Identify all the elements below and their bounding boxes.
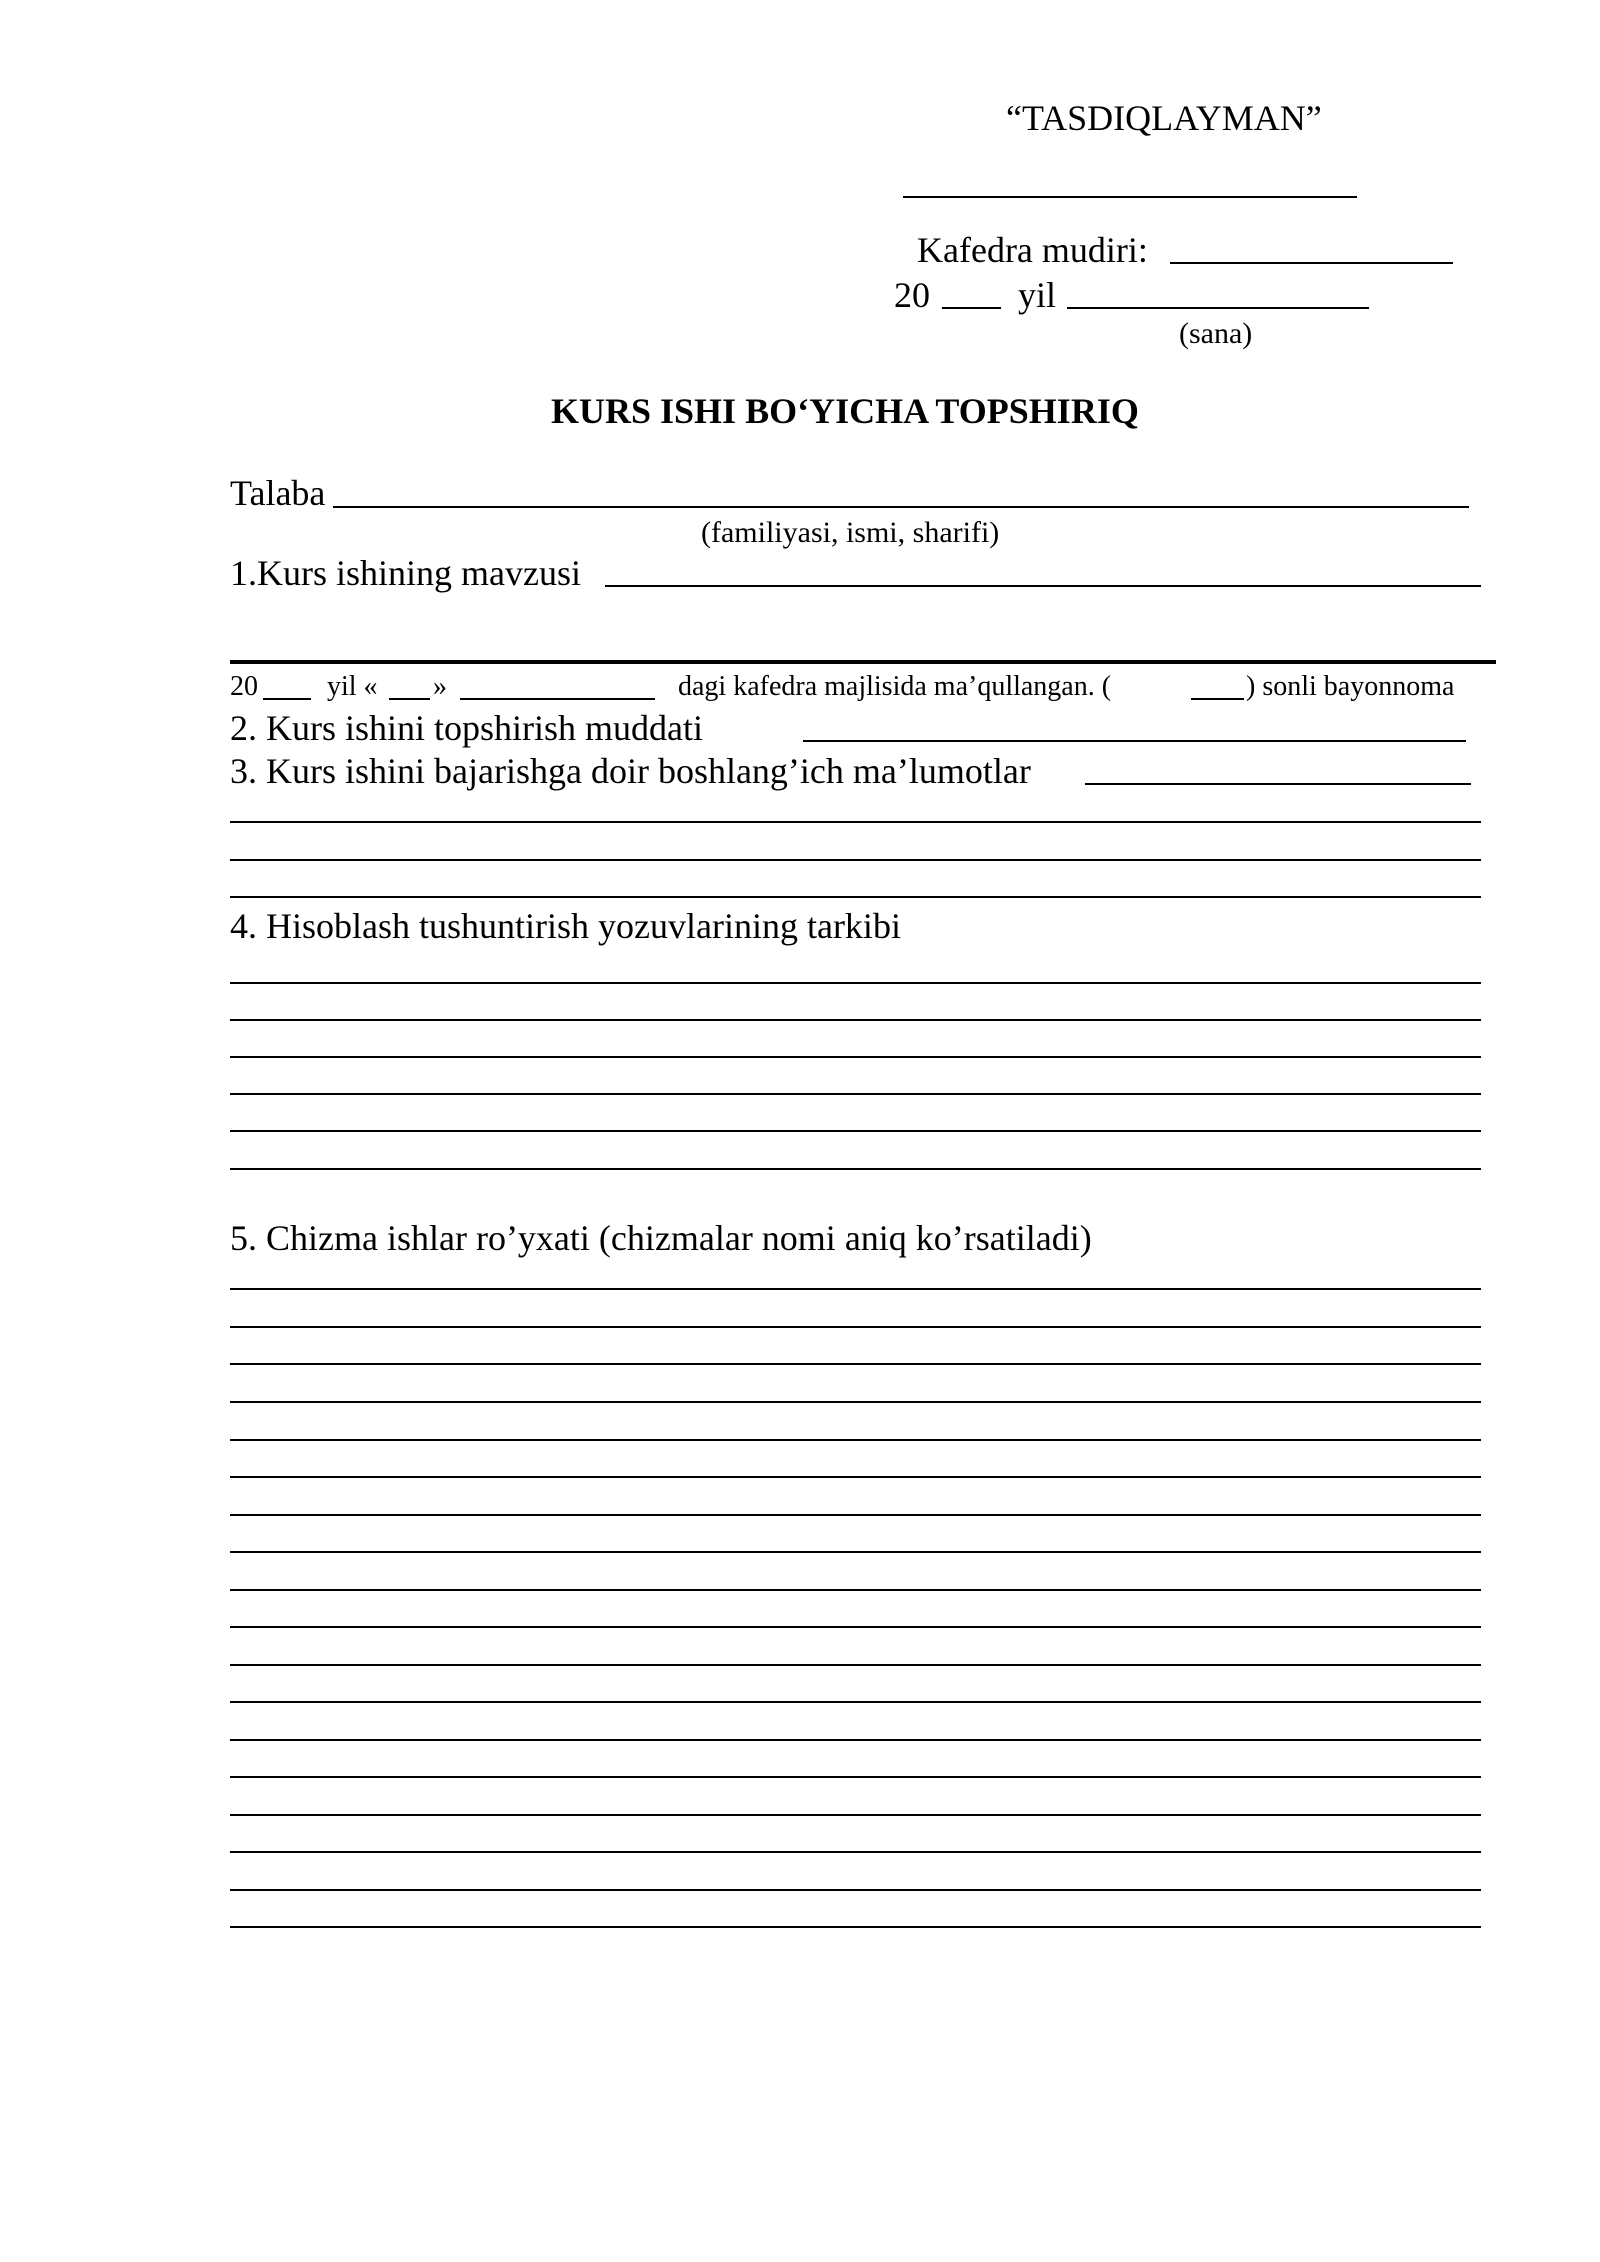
approval-year-word: yil xyxy=(1018,275,1057,315)
head-of-department-label: Kafedra mudiri: xyxy=(917,230,1148,270)
item3-line[interactable] xyxy=(230,859,1481,861)
item5-line[interactable] xyxy=(230,1814,1481,1816)
item3-line[interactable] xyxy=(230,896,1481,898)
meeting-day-field[interactable] xyxy=(389,698,430,700)
meeting-year-field[interactable] xyxy=(263,698,311,700)
item5-label: 5. Chizma ishlar ro’yxati (chizmalar nomi aniq ko’rsatiladi) xyxy=(230,1218,1092,1258)
item1-label: 1.Kurs ishining mavzusi xyxy=(230,553,581,593)
item5-line[interactable] xyxy=(230,1626,1481,1628)
item1-topic-field[interactable] xyxy=(605,585,1481,587)
item4-line[interactable] xyxy=(230,1019,1481,1021)
protocol-number-field[interactable] xyxy=(1191,698,1244,700)
meeting-protocol-text: ) sonli bayonnoma xyxy=(1246,671,1455,702)
meeting-month-field[interactable] xyxy=(460,698,655,700)
item5-line[interactable] xyxy=(230,1288,1481,1290)
item5-line[interactable] xyxy=(230,1514,1481,1516)
item5-line[interactable] xyxy=(230,1401,1481,1403)
item4-line[interactable] xyxy=(230,1130,1481,1132)
item5-line[interactable] xyxy=(230,1664,1481,1666)
approval-year-prefix: 20 xyxy=(894,275,930,315)
item5-line[interactable] xyxy=(230,1439,1481,1441)
item5-line[interactable] xyxy=(230,1551,1481,1553)
item2-deadline-field[interactable] xyxy=(803,740,1466,742)
item5-line[interactable] xyxy=(230,1326,1481,1328)
item4-line[interactable] xyxy=(230,1168,1481,1170)
student-name-field[interactable] xyxy=(333,506,1469,508)
item4-label: 4. Hisoblash tushuntirish yozuvlarining tarkibi xyxy=(230,906,901,946)
item5-line[interactable] xyxy=(230,1363,1481,1365)
approval-year-field[interactable] xyxy=(942,307,1001,309)
item3-line[interactable] xyxy=(230,821,1481,823)
item5-line[interactable] xyxy=(230,1701,1481,1703)
item4-line[interactable] xyxy=(230,1093,1481,1095)
item5-line[interactable] xyxy=(230,1589,1481,1591)
item4-line[interactable] xyxy=(230,982,1481,984)
item5-line[interactable] xyxy=(230,1889,1481,1891)
item5-line[interactable] xyxy=(230,1851,1481,1853)
student-label: Talaba xyxy=(230,473,326,513)
item3-label: 3. Kurs ishini bajarishga doir boshlang’ich ma’lumotlar xyxy=(230,751,1031,791)
date-hint: (sana) xyxy=(1179,317,1253,350)
item4-line[interactable] xyxy=(230,1056,1481,1058)
item5-line[interactable] xyxy=(230,1926,1481,1928)
item5-line[interactable] xyxy=(230,1776,1481,1778)
meeting-year-word: yil « xyxy=(327,671,378,702)
meeting-quote-close: » xyxy=(433,671,447,702)
page-title: KURS ISHI BO‘YICHA TOPSHIRIQ xyxy=(551,391,1139,431)
item5-line[interactable] xyxy=(230,1476,1481,1478)
student-hint: (familiyasi, ismi, sharifi) xyxy=(701,516,1000,549)
meeting-year-prefix: 20 xyxy=(230,671,258,702)
meeting-approved-text: dagi kafedra majlisida ma’qullangan. ( xyxy=(678,671,1112,702)
approval-date-field[interactable] xyxy=(1067,307,1369,309)
item3-field[interactable] xyxy=(1085,783,1471,785)
approval-signature-line[interactable] xyxy=(903,196,1357,198)
head-of-department-field[interactable] xyxy=(1170,262,1453,264)
item1-topic-field-line2[interactable] xyxy=(230,660,1496,664)
approval-heading: “TASDIQLAYMAN” xyxy=(1006,98,1322,138)
item5-line[interactable] xyxy=(230,1739,1481,1741)
item2-label: 2. Kurs ishini topshirish muddati xyxy=(230,708,704,748)
